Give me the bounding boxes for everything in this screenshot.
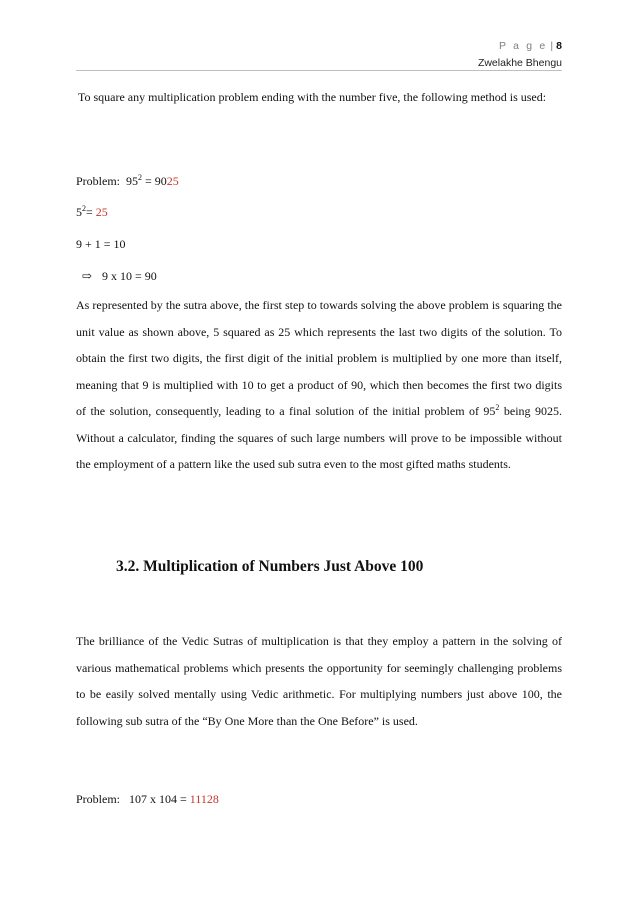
page-header — [478, 38, 562, 72]
problem-2-red-result: 11128 — [189, 792, 219, 806]
intro-paragraph — [76, 84, 562, 111]
page-number: 8 — [556, 40, 562, 52]
section-heading: 3.2. Multiplication of Numbers Just Above 100 — [116, 558, 424, 575]
explanation-text-2: being 9025. Without a calculator, finding the squares of such large numbers will prove to be impossible without the employment of a pattern like the used sub sutra even to the most gifted maths students. — [76, 404, 562, 471]
problem-2-line — [76, 786, 562, 812]
step-3-text: 9 x 10 = 90 — [102, 269, 157, 283]
vedic-text: The brilliance of the Vedic Sutras of multiplication is that they employ a pattern in the solving of various mathematical problems which presents the opportunity for seemingly challenging problems to be easily solved mentally using Vedic arithmetic. For multiplying numbers just above 100, the following sub sutra of the “By One More than the One Before” is used. — [76, 634, 562, 728]
vedic-paragraph — [76, 628, 562, 734]
step-1-equals: = — [86, 205, 96, 219]
step-1-red-result: 25 — [95, 205, 108, 219]
step-1 — [76, 199, 562, 225]
explanation-paragraph — [76, 292, 562, 478]
problem-2-label: Problem: — [76, 792, 120, 806]
step-3 — [76, 263, 562, 289]
explanation-text-1: As represented by the sutra above, the first step to towards solving the above problem is squaring the unit value as shown above, 5 squared as 25 which represents the last two digits of the solution. To obtain the first two digits, the first digit of the initial problem is multiplied by one more than itself, meaning that 9 is multiplied with 10 to get a product of 90, which then becomes the first two digits of the solution, consequently, leading to a final solution of the initial problem of 95 — [76, 298, 562, 418]
problem-1 — [76, 168, 562, 194]
arrow-right-icon: ⇨ — [82, 269, 93, 283]
step-1-base: 5 — [76, 205, 82, 219]
problem-1-label: Problem: — [76, 174, 120, 188]
problem-1-line — [76, 168, 562, 194]
problem-1-base: 95 — [126, 174, 138, 188]
step-2 — [76, 231, 562, 257]
header-divider — [76, 70, 562, 71]
problem-2 — [76, 786, 562, 812]
explanation-exponent: 2 — [495, 403, 500, 412]
step-2-text: 9 + 1 = 10 — [76, 237, 126, 251]
problem-1-equals: = 90 — [142, 174, 167, 188]
page-label: P a g e — [498, 40, 548, 52]
page-separator: | — [550, 40, 554, 52]
problem-1-exponent: 2 — [138, 173, 142, 182]
problem-1-red-digits: 25 — [166, 174, 179, 188]
problem-2-expression: 107 x 104 = — [129, 792, 190, 806]
author-name: Zwelakhe Bhengu — [477, 57, 562, 69]
page-indicator — [478, 38, 562, 55]
step-1-exponent: 2 — [82, 204, 86, 213]
intro-text: To square any multiplication problem ending with the number five, the following method is used: — [78, 90, 547, 104]
